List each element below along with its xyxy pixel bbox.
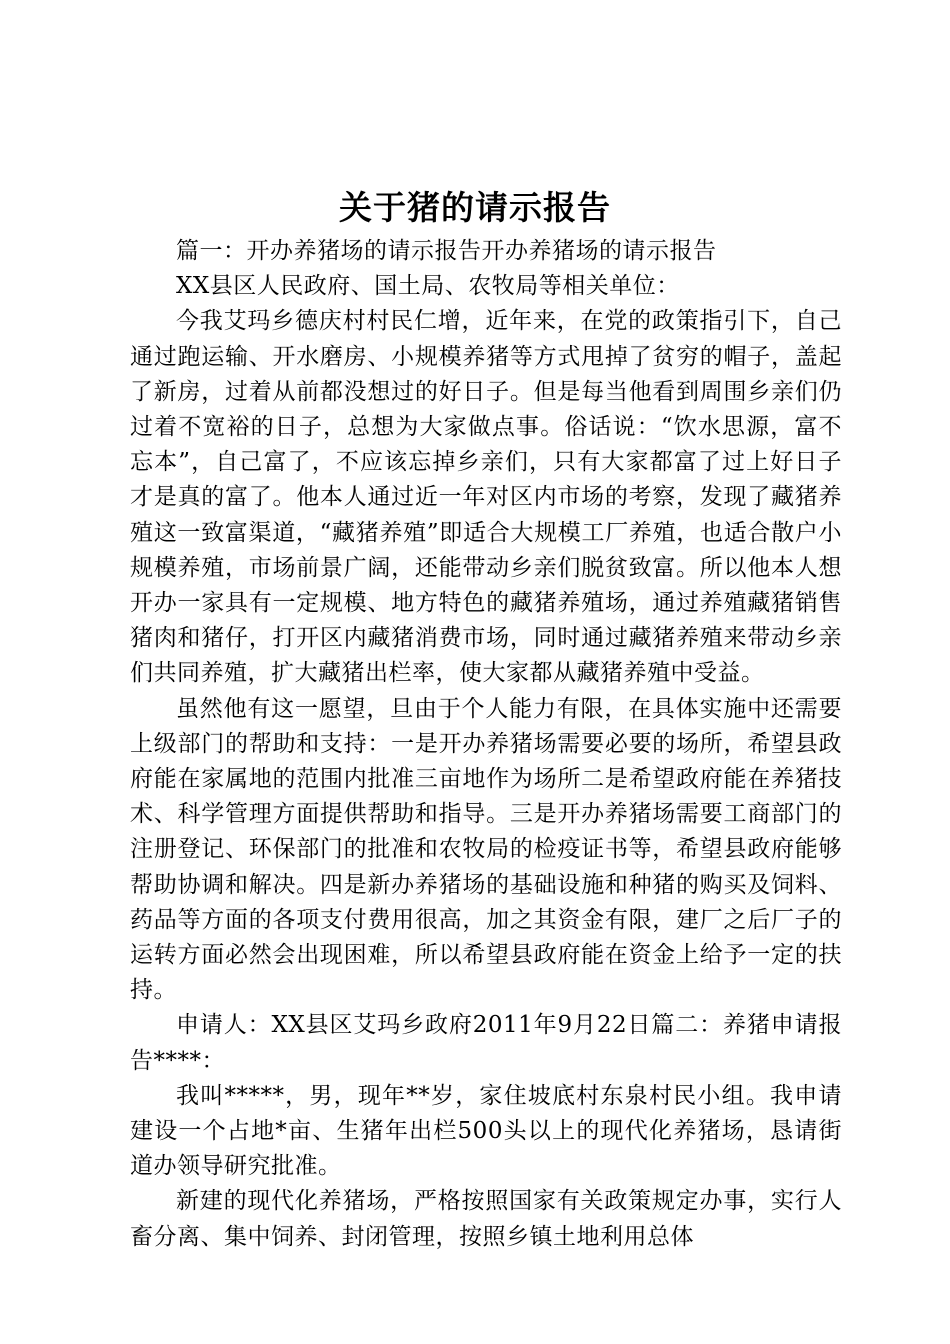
document-body	[130, 234, 842, 1255]
paragraph: XX县区人民政府、国土局、农牧局等相关单位：	[176, 273, 680, 300]
paragraph: 申请人：XX县区艾玛乡政府2011年9月22日篇二：养猪申请报告****：	[130, 1012, 842, 1074]
document-title: 关于猪的请示报告	[339, 188, 611, 227]
paragraph: 虽然他有这一愿望，旦由于个人能力有限，在具体实施中还需要上级部门的帮助和支持：一是开办养猪场需要必要的场所，希望县政府能在家属地的范围内批准三亩地作为场所二是希望政府能在养猪技术、科学管理方面提供帮助和指导。三是开办养猪场需要工商部门的注册登记、环保部门的批准和农牧局的检疫证书等，希望县政府能够帮助协调和解决。四是新办养猪场的基础设施和种猪的购买及饲料、药品等方面的各项支付费用很高，加之其资金有限，建厂之后厂子的运转方面必然会出现困难，所以希望县政府能在资金上给予一定的扶持。	[130, 695, 842, 1004]
paragraph: 新建的现代化养猪场，严格按照国家有关政策规定办事，实行人畜分离、集中饲养、封闭管理，按照乡镇土地利用总体	[130, 1188, 842, 1250]
paragraph: 我叫*****，男，现年**岁，家住坡底村东泉村民小组。我申请建设一个占地*亩、生猪年出栏500头以上的现代化养猪场，恳请街道办领导研究批准。	[130, 1082, 842, 1180]
paragraph: 篇一：开办养猪场的请示报告开办养猪场的请示报告	[176, 238, 717, 264]
paragraph: 今我艾玛乡德庆村村民仁增，近年来，在党的政策指引下，自己通过跑运输、开水磨房、小规模养猪等方式甩掉了贫穷的帽子，盖起了新房，过着从前都没想过的好日子。但是每当他看到周围乡亲们仍过着不宽裕的日子，总想为大家做点事。俗话说：“饮水思源，富不忘本”，自己富了，不应该忘掉乡亲们，只有大家都富了过上好日子才是真的富了。他本人通过近一年对区内市场的考察，发现了藏猪养殖这一致富渠道，“藏猪养殖”即适合大规模工厂养殖，也适合散户小规模养殖，市场前景广阔，还能带动乡亲们脱贫致富。所以他本人想开办一家具有一定规模、地方特色的藏猪养殖场，通过养殖藏猪销售猪肉和猪仔，打开区内藏猪消费市场，同时通过藏猪养殖来带动乡亲们共同养殖，扩大藏猪出栏率，使大家都从藏猪养殖中受益。	[130, 308, 842, 687]
